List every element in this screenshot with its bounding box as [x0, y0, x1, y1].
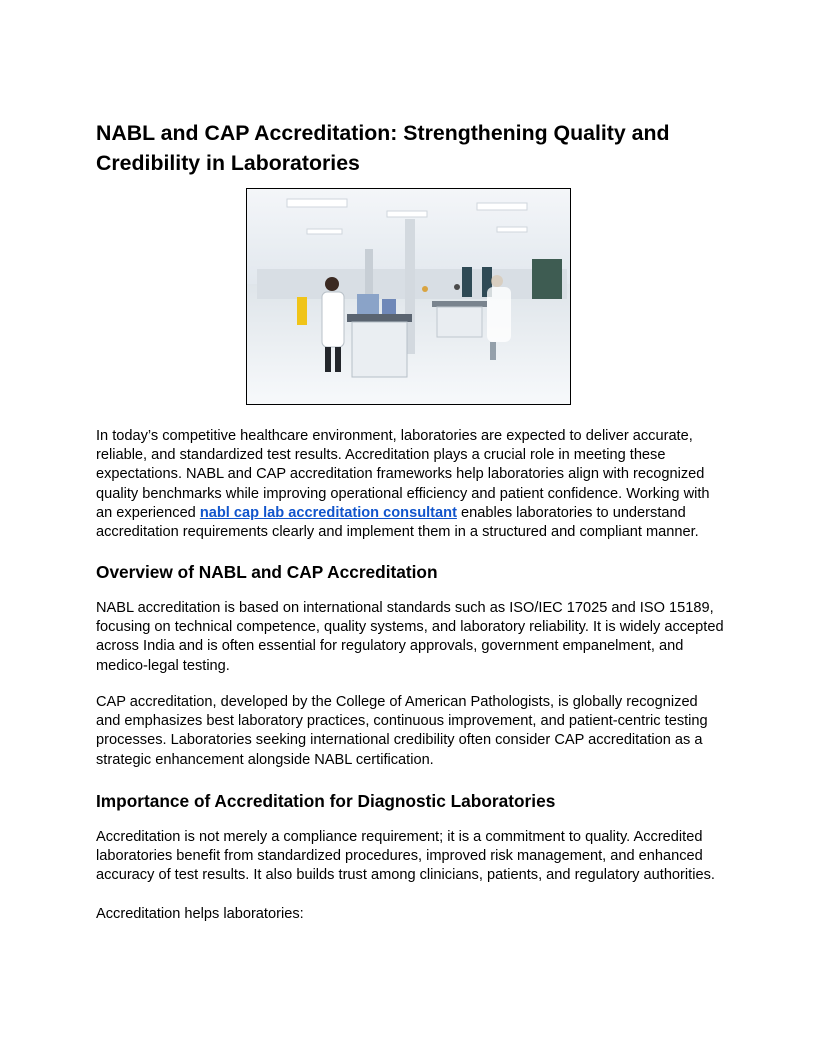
laboratory-photo — [246, 188, 571, 405]
accreditation-helps-paragraph: Accreditation helps laboratories: — [96, 906, 304, 922]
overview-paragraph-cap: CAP accreditation, developed by the College of American Pathologists, is globally recognized and emphasizes best laboratory practices, continuous improvement, and patient-centric testing processes. Laboratories seeking international credibility often consider CAP accreditation as a strategic enhancement alongside NABL certification. — [96, 694, 708, 768]
laboratory-photo-icon — [247, 189, 570, 404]
section-heading-importance: Importance of Accreditation for Diagnostic Laboratories — [96, 791, 556, 811]
overview-paragraph-nabl: NABL accreditation is based on international standards such as ISO/IEC 17025 and ISO 15189, focusing on technical competence, quality systems, and laboratory reliability. It is widely accepted across India and is often essential for regulatory approvals, government empanelment, and medico-legal testing. — [96, 600, 724, 674]
importance-paragraph: Accreditation is not merely a compliance requirement; it is a commitment to quality. Accredited laboratories benefit from standardized procedures, improved risk management, and enhanced accuracy of test results. It also builds trust among clinicians, patients, and regulatory authorities. — [96, 829, 715, 884]
intro-text-end: enables laboratories to understand accreditation requirements clearly and implement them in a structured and compliant manner. — [96, 504, 699, 541]
consultant-link[interactable]: nabl cap lab accreditation consultant — [199, 504, 457, 521]
intro-paragraph — [96, 427, 724, 542]
intro-text-start: In today’s competitive healthcare environment, laboratories are expected to deliver accurate, reliable, and standardized test results. Accreditation plays a crucial role in meeting these expectations. NABL and CAP accreditation frameworks help laboratories align with recognized quality benchmarks while improving operational efficiency and patient confidence. Working with an experienced — [96, 428, 710, 521]
page-title: NABL and CAP Accreditation: Strengthening Quality and Credibility in Laboratories — [96, 121, 670, 175]
section-heading-overview: Overview of NABL and CAP Accreditation — [96, 562, 438, 582]
